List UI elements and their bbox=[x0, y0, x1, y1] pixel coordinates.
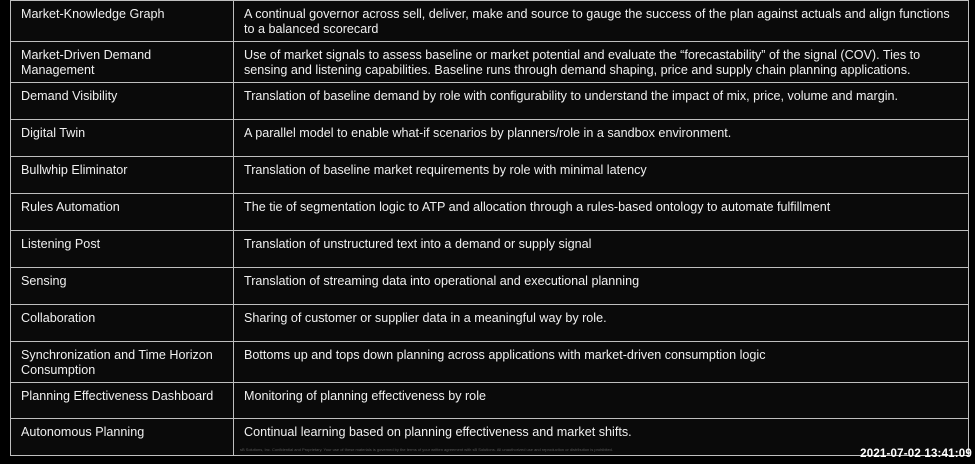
definitions-table-container bbox=[10, 0, 969, 456]
term-cell: Bullwhip Eliminator bbox=[11, 157, 234, 194]
definition-cell: Translation of baseline demand by role with configurability to understand the impact of mix, price, volume and margin. bbox=[234, 83, 969, 120]
definition-cell: Use of market signals to assess baseline or market potential and evaluate the “forecastability” of the signal (COV). Ties to sensing and listening capabilities. Baseline runs through demand shaping, price and supply chain planning applications. bbox=[234, 42, 969, 83]
term-cell: Listening Post bbox=[11, 231, 234, 268]
timestamp: 2021-07-02 13:41:09 bbox=[860, 448, 972, 460]
term-cell: Sensing bbox=[11, 268, 234, 305]
table-row bbox=[11, 305, 969, 342]
table-row bbox=[11, 231, 969, 268]
definition-cell: Sharing of customer or supplier data in a meaningful way by role. bbox=[234, 305, 969, 342]
definition-cell: Translation of unstructured text into a demand or supply signal bbox=[234, 231, 969, 268]
table-row bbox=[11, 268, 969, 305]
term-cell: Collaboration bbox=[11, 305, 234, 342]
term-cell: Digital Twin bbox=[11, 120, 234, 157]
term-cell: Market-Knowledge Graph bbox=[11, 1, 234, 42]
definition-cell: Translation of streaming data into operational and executional planning bbox=[234, 268, 969, 305]
term-cell: Autonomous Planning bbox=[11, 419, 234, 456]
table-row bbox=[11, 383, 969, 419]
definition-cell: The tie of segmentation logic to ATP and allocation through a rules-based ontology to automate fulfillment bbox=[234, 194, 969, 231]
table-row bbox=[11, 42, 969, 83]
table-row bbox=[11, 157, 969, 194]
table-row bbox=[11, 1, 969, 42]
confidentiality-footer: sB Solutions, Inc. Confidential and Proprietary. Your use of these materials is governed by the terms of your written agreement with sB Solutions. All unauthorized use and reproduction or distribution is prohibited. bbox=[240, 447, 614, 452]
definition-cell: A parallel model to enable what-if scenarios by planners/role in a sandbox environment. bbox=[234, 120, 969, 157]
definition-cell: Bottoms up and tops down planning across applications with market-driven consumption logic bbox=[234, 342, 969, 383]
term-cell: Synchronization and Time Horizon Consumption bbox=[11, 342, 234, 383]
table-row bbox=[11, 194, 969, 231]
term-cell: Rules Automation bbox=[11, 194, 234, 231]
definition-cell: Monitoring of planning effectiveness by role bbox=[234, 383, 969, 419]
term-cell: Demand Visibility bbox=[11, 83, 234, 120]
definition-cell: Continual learning based on planning effectiveness and market shifts. bbox=[234, 419, 969, 456]
term-cell: Planning Effectiveness Dashboard bbox=[11, 383, 234, 419]
definitions-table bbox=[10, 0, 969, 456]
table-row bbox=[11, 83, 969, 120]
term-cell: Market-Driven Demand Management bbox=[11, 42, 234, 83]
table-row bbox=[11, 342, 969, 383]
definition-cell: A continual governor across sell, deliver, make and source to gauge the success of the plan against actuals and align functions to a balanced scorecard bbox=[234, 1, 969, 42]
definition-cell: Translation of baseline market requirements by role with minimal latency bbox=[234, 157, 969, 194]
table-row bbox=[11, 120, 969, 157]
